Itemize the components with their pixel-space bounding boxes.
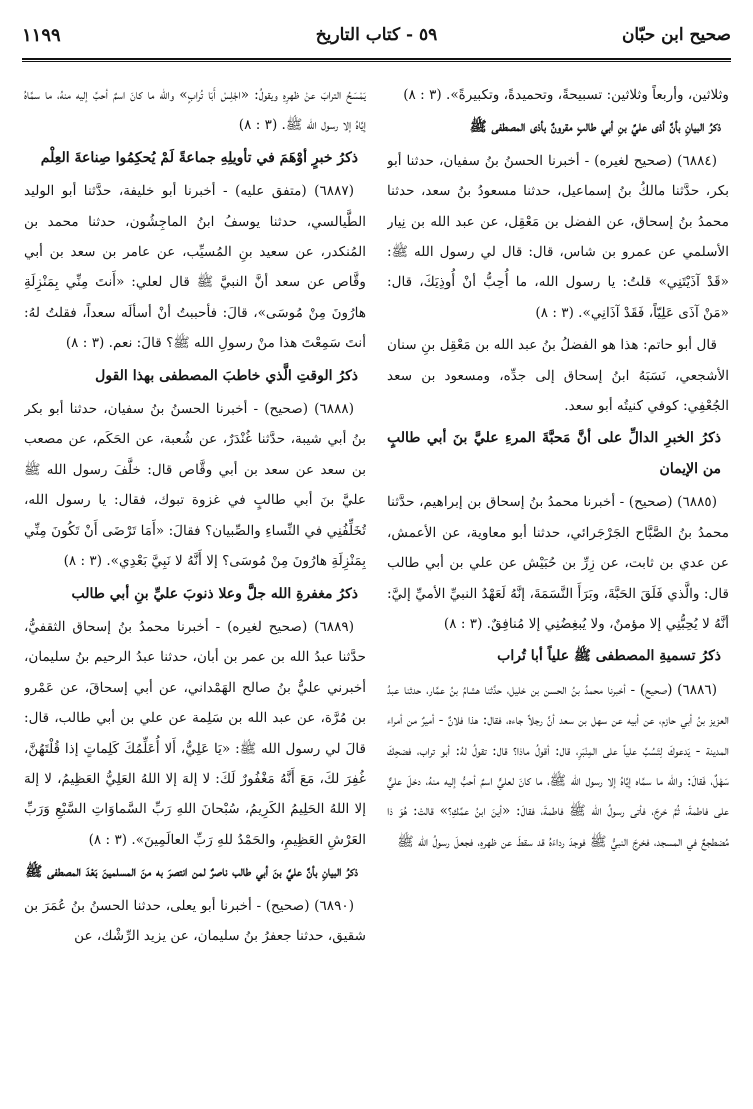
book-title: صحيح ابن حبّان xyxy=(621,25,731,45)
section-heading: ذكرُ مغفرةِ الله جلَّ وعلا ذنوبَ عليِّ بنِ أبي طالب xyxy=(71,585,358,602)
section-heading: ذكرُ خبرٍ أوْهَمَ في تأويلِهِ جماعةً لَمْ يُحكِمُوا صِناعةَ العِلْم xyxy=(40,149,358,166)
chapter-title: ٥٩ - كتاب التاريخ xyxy=(315,25,438,45)
left-column xyxy=(24,80,366,1098)
section-heading: ذكرُ البيانِ بأنَّ عليَّ بنَ أبي طالب ناصرٌ لمن انتصرَ به منَ المسلمينَ بَعْدَ المصطفى ﷺ xyxy=(25,864,358,881)
header-divider xyxy=(22,58,731,62)
commentary-text: قال أبو حاتم: هذا هو الفضلُ بنُ عبد الله بن مَعْقِل بنِ سنان الأشجعي، نَسَبَهُ ابنُ إسحاق إلى جدِّه، ومسعود بن سعد الجُعْفِي: كوفي كنيتُه أبو سعد. xyxy=(387,337,729,415)
page-number: ١١٩٩ xyxy=(22,24,61,46)
paragraph: وثلاثين، وأربعاً وثلاثين: تسبيحةً، وتحميدةً، وتكبيرةً». (٣ : ٨) xyxy=(403,87,729,103)
right-column xyxy=(387,80,729,1098)
hadith-text: (٦٨٨٦) (صحيح) - أخبرنا محمدُ بنُ الحسن بن خليل، حدَّثنا هشامُ بنُ عمَّار، حدثنا عبدُ العزيز بنُ أبي حازم، عن أبيه عن سهل بن سعد أنَّ رجلاً جاءه، فقال: هذا فلانٌ - أميرٌ من أمراء المدينة - يَدعوكَ لِتَسُبَّ علياً على المِنْبَرِ، قال: أقولُ ماذا؟ قال: تقولُ لهُ: أبو تراب، فضحِكَ سَهْلٌ، فَقالَ: والله ما سمَّاه إيَّاهُ إلا رسول الله ﷺ، ما كانَ لعليٍّ اسمٌ أحبُّ إليه منهُ، دخلَ عليٌّ على فاطمةَ، ثُمَّ خرجَ، فأتى رسولُ الله ﷺ فاطمةَ، فقالَ: «أينَ ابنُ عمِّكِ؟» قالتْ: هُوَ ذا مُضطجعٌ في المسجد، فخرجَ النبيُّ ﷺ فوجدَ رداءَهُ قد سقطَ عن ظهرهِ، فجعلَ رسولُ الله ﷺ xyxy=(387,681,729,850)
hadith-text: (٦٨٨٥) (صحيح) - أخبرنا محمدُ بنُ إسحاق بن إبراهيم، حدَّثنا محمدُ بنُ الصَّبَّاح الجَرْجَرائي، حدثنا أبو معاوية، عن الأعمش، عن عدي بن ثابت، عن زِرِّ بن حُبَيْش عن علي بن أبي طالب قال: والَّذي فَلَقَ الحَبَّةَ، وبَرَأَ النَّسَمَةَ، إنَّهُ لَعَهْدُ النبيِّ الأميِّ إليَّ: أنَّهُ لا يُحِبُّنِي إلا مؤمنٌ، ولا يُبغِضُنِي إلا مُنافِقٌ. (٣ : ٨) xyxy=(387,494,729,632)
section-heading: ذكرُ تسميةِ المصطفى ﷺ علياً أبا تُراب xyxy=(497,648,721,665)
section-heading: ذكرُ الوقتِ الَّذي خاطبَ المصطفى بهذا القول xyxy=(95,367,358,384)
section-heading: ذكرُ البيانِ بأنَّ أذى عليِّ بنِ أبي طالبٍ مقرونٌ بأذى المصطفى ﷺ xyxy=(469,119,721,136)
hadith-text: (٦٨٨٧) (متفق عليه) - أخبرنا أبو خليفة، حدَّثنا أبو الوليد الطَّيالسي، حدثنا يوسفُ ابنُ الماجِشُون، حدثنا محمد بن المُنكدر، عن سعيد بنِ المُسيِّب، عن عامر بن سعد بن أبي وقَّاص عن سعد أنَّ النبيَّ ﷺ قال لعلي: «أَنتَ مِنِّي بِمَنْزِلَةِ هارُونَ مِنْ مُوسَى»، قالَ: فأحببتُ أنْ أسألَه سعداً، فقلتُ لهُ: أنتَ سَمِعْتَ هذا منْ رسولِ الله ﷺ؟ قالَ: نعم. (٣ : ٨) xyxy=(24,183,366,352)
hadith-text: (٦٨٨٩) (صحيح لغيره) - أخبرنا محمدُ بنُ إسحاق الثقفيُّ، حدَّثنا عبدُ الله بن عمر بن أبان، حدثنا عبدُ الرحيم بنُ سليمان، أخبرني عليُّ بنُ صالح الهَمْداني، عن أبي إسحاقَ، عن عَمْرو بن مُرَّة، عن عبد الله بن سَلِمة عن علي بن أبي طالب، قال: قالَ لي رسول الله ﷺ: «يَا عَلِيُّ، أَلا أُعَلِّمُكَ كَلِماتٍ إذا قُلْتَهُنَّ، غُفِرَ لكَ، مَعَ أَنَّهُ مَغْفُورٌ لَكَ: لا إلهَ إلا اللهُ العَلِيُّ العَظِيمُ، لا إلهَ إلا اللهُ الحَلِيمُ الكَرِيمُ، سُبْحانَ اللهِ رَبِّ السَّماوَاتِ السَّبْعِ وَرَبِّ العَرْشِ العَظِيمِ، والحَمْدُ للهِ رَبِّ العالَمِينَ». (٣ : ٨) xyxy=(24,618,366,848)
hadith-text: (٦٨٩٠) (صحيح) - أخبرنا أبو يعلى، حدثنا الحسنُ بنُ عُمَرَ بن شقيق، حدثنا جعفرُ بنُ سليمان، عن يزيد الرِّشْك، عن xyxy=(24,897,366,944)
section-heading: ذكرُ الخبرِ الدالِّ على أنَّ مَحبَّةَ المرءِ عليَّ بنَ أبي طالبٍ من الإيمان xyxy=(387,430,721,477)
page-header xyxy=(22,14,731,56)
hadith-text: (٦٨٨٨) (صحيح) - أخبرنا الحسنُ بنُ سفيان، حدثنا أبو بكر بنُ أبي شيبة، حدَّثنا غُنْدَرٌ، عن شُعبة، عن الحَكَم، عن مصعب بن سعد عن سعد بن أبي وقَّاص قال: خلَّفَ رسول الله ﷺ عليَّ بنَ أبي طالبٍ في غزوة تبوك، فقال: يا رسول الله، تُخَلِّفُنِي في النِّساءِ والصِّبيان؟ فقالَ: «أَمَا تَرْضَى أَنْ تَكُونَ مِنِّي بِمَنْزِلَةِ هارُونَ مِنْ مُوسَى؟ إلا أَنَّهُ لا نَبِيَّ بَعْدِي». (٣ : ٨) xyxy=(24,401,366,570)
hadith-text: (٦٨٨٤) (صحيح لغيره) - أخبرنا الحسنُ بنُ سفيان، حدثنا أبو بكر، حدَّثنا مالكُ بنُ إسماعيل، حدثنا مسعودُ بنُ سعد، حدثنا محمدُ بنُ إسحاق، عن الفضل بن مَعْقِل، عن عبد الله بن نِيار الأسلمي عن عمرو بن شاس، قال: قال لي رسول الله ﷺ: «قَدْ آذَيْتَنِي» قلتُ: يا رسول الله، ما أُحِبُّ أنْ أُوذِيَكَ، قال: «مَنْ آذَى عَلِيّاً، فَقَدْ آذَانِي». (٣ : ٨) xyxy=(387,152,729,321)
paragraph: يَمْسَحُ الترابَ عنْ ظهرِهِ ويقولُ: «اجْلِسْ أَبَا تُرابٍ» والله ما كانَ اسمٌ أحبَّ إليه منهُ، ما سمَّاهُ إيَّاهُ إلا رسول الله ﷺ. (٣ : ٨) xyxy=(24,87,366,134)
